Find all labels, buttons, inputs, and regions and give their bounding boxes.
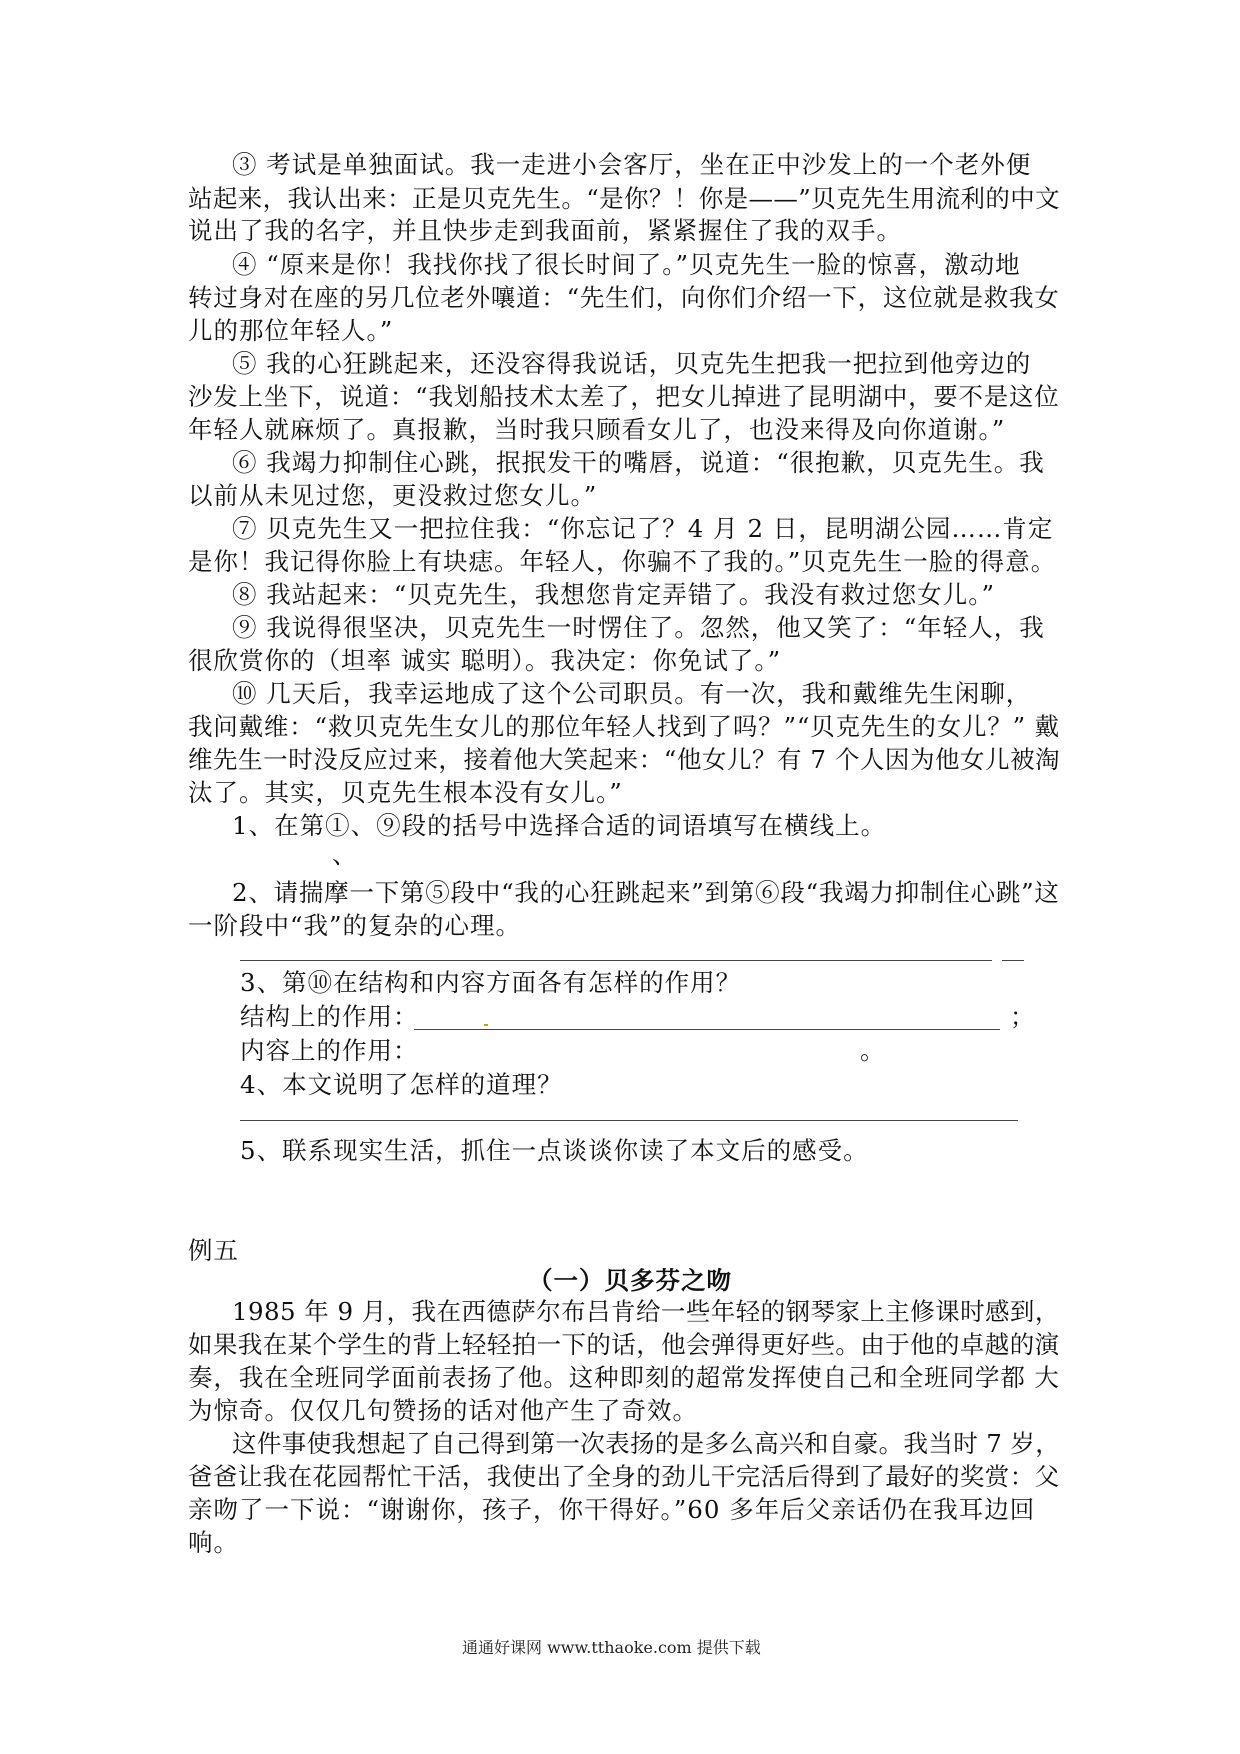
question-3-period: 。 (860, 1036, 886, 1065)
example-paragraph-2-line-2: 爸爸让我在花园帮忙干活，我使出了全身的劲儿干完活后得到了最好的奖赏：父 (188, 1462, 1060, 1491)
paragraph-3-line-3: 说出了我的名字，并且快步走到我面前，紧紧握住了我的双手。 (188, 216, 902, 245)
paragraph-9-line-2: 很欣赏你的（坦率 诚实 聪明）。我决定：你免试了。” (188, 646, 782, 675)
example-paragraph-1-line-3: 奏，我在全班同学面前表扬了他。这种即刻的超常发挥使自己和全班同学都 大 (188, 1363, 1060, 1392)
question-3-structure-label: 结构上的作用： (240, 1002, 419, 1031)
paragraph-6-line-2: 以前从未见过您，更没救过您女儿。” (188, 481, 598, 510)
question-3: 3、第⑩在结构和内容方面各有怎样的作用？ (240, 968, 742, 997)
question-1: 1、在第①、⑨段的括号中选择合适的词语填写在横线上。 (232, 811, 887, 840)
question-3-structure-answer-line[interactable] (414, 1029, 1000, 1030)
question-2-answer-line-tail (1002, 960, 1024, 961)
question-3-content-label: 内容上的作用： (240, 1036, 419, 1065)
footer-download-note: 通通好课网 www.tthaoke.com 提供下载 (462, 1638, 761, 1657)
example-paragraph-2-line-1: 这件事使我想起了自己得到第一次表扬的是多么高兴和自豪。我当时 7 岁， (232, 1429, 1061, 1458)
paragraph-7-line-1: ⑦ 贝克先生又一把拉住我：“你忘记了？4 月 2 日，昆明湖公园……肯定 (232, 514, 1054, 543)
example-label: 例五 (188, 1236, 239, 1265)
example-paragraph-2-line-3: 亲吻了一下说：“谢谢你，孩子，你干得好。”60 多年后父亲话仍在我耳边回 (188, 1495, 1036, 1524)
paragraph-6-line-1: ⑥ 我竭力抑制住心跳，抿抿发干的嘴唇，说道：“很抱歉，贝克先生。我 (232, 448, 1045, 477)
question-2-line-1: 2、请揣摩一下第⑤段中“我的心狂跳起来”到第⑥段“我竭力抑制住心跳”这 (232, 878, 1060, 907)
paragraph-10-line-2: 我问戴维：“救贝克先生女儿的那位年轻人找到了吗？”“贝克先生的女儿？” 戴 (188, 712, 1060, 741)
paragraph-5-line-3: 年轻人就麻烦了。真报歉，当时我只顾看女儿了，也没来得及向你道谢。” (188, 415, 1006, 444)
question-5: 5、联系现实生活，抓住一点谈谈你读了本文后的感受。 (240, 1136, 869, 1165)
paragraph-10-line-1: ⑩ 几天后，我幸运地成了这个公司职员。有一次，我和戴维先生闲聊， (232, 679, 1032, 708)
paragraph-3-line-1: ③ 考试是单独面试。我一走进小会客厅，坐在正中沙发上的一个老外便 (232, 150, 1032, 179)
paragraph-10-line-4: 汰了。其实，贝克先生根本没有女儿。” (188, 778, 623, 807)
paragraph-4-line-3: 儿的那位年轻人。” (188, 316, 394, 345)
paragraph-4-line-1: ④ “原来是你！我找你找了很长时间了。”贝克先生一脸的惊喜，激动地 (232, 250, 1021, 279)
stray-mark (484, 1024, 488, 1026)
example-paragraph-1-line-2: 如果我在某个学生的背上轻轻拍一下的话，他会弹得更好些。由于他的卓越的演 (188, 1330, 1060, 1359)
question-4: 4、本文说明了怎样的道理？ (240, 1070, 563, 1099)
question-3-semicolon: ； (1010, 1002, 1036, 1031)
question-2-answer-line[interactable] (240, 960, 992, 961)
example-paragraph-1-line-4: 为惊奇。仅仅几句赞扬的话对他产生了奇效。 (188, 1396, 698, 1425)
paragraph-7-line-2: 是你！我记得你脸上有块痣。年轻人，你骗不了我的。”贝克先生一脸的得意。 (188, 547, 1057, 576)
question-4-answer-line[interactable] (240, 1120, 1018, 1121)
paragraph-5-line-2: 沙发上坐下，说道：“我划船技术太差了，把女儿掉进了昆明湖中，要不是这位 (188, 382, 1060, 411)
paragraph-8-line-1: ⑧ 我站起来：“贝克先生，我想您肯定弄错了。我没有救过您女儿。” (232, 580, 996, 609)
question-2-line-2: 一阶段中“我”的复杂的心理。 (188, 911, 522, 940)
paragraph-9-line-1: ⑨ 我说得很坚决，贝克先生一时愣住了。忽然，他又笑了：“年轻人，我 (232, 613, 1045, 642)
paragraph-3-line-2: 站起来，我认出来：正是贝克先生。“是你？！你是——”贝克先生用流利的中文 (188, 184, 1061, 213)
paragraph-10-line-3: 维先生一时没反应过来，接着他大笑起来：“他女儿？有 7 个人因为他女儿被淘 (188, 745, 1061, 774)
paragraph-4-line-2: 转过身对在座的另几位老外嚷道：“先生们，向你们介绍一下，这位就是救我女 (188, 283, 1060, 312)
example-paragraph-2-line-4: 响。 (188, 1528, 239, 1557)
example-paragraph-1-line-1: 1985 年 9 月，我在西德萨尔布吕肯给一些年轻的钢琴家上主修课时感到， (232, 1297, 1060, 1326)
example-title: （一）贝多芬之吻 (528, 1266, 732, 1295)
question-1-separator: 、 (332, 840, 358, 869)
paragraph-5-line-1: ⑤ 我的心狂跳起来，还没容得我说话，贝克先生把我一把拉到他旁边的 (232, 349, 1032, 378)
